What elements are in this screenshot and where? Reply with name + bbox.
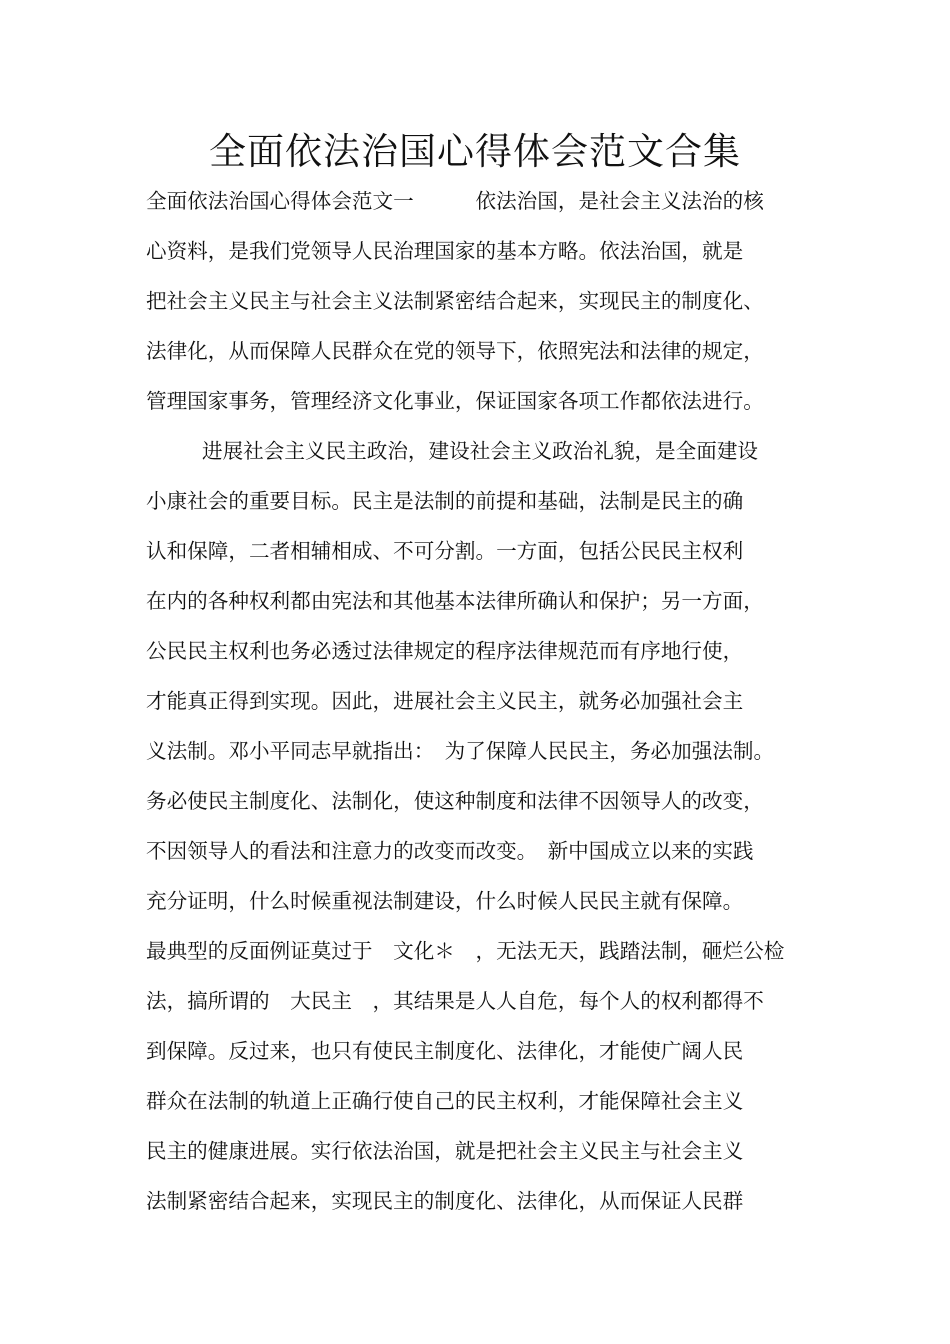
text-line: 把社会主义民主与社会主义法制紧密结合起来，实现民主的制度化、 — [146, 289, 764, 313]
text-line: 全面依法治国心得体会范文一 依法治国，是社会主义法治的核 — [146, 189, 764, 213]
text-line: 充分证明，什么时候重视法制建设，什么时候人民民主就有保障。 — [146, 889, 744, 913]
text-line: 认和保障，二者相辅相成、不可分割。一方面，包括公民民主权利 — [146, 539, 744, 563]
text-line: 务必使民主制度化、法制化，使这种制度和法律不因领导人的改变， — [146, 789, 764, 813]
text-line: 法制紧密结合起来，实现民主的制度化、法律化，从而保证人民群 — [146, 1189, 744, 1213]
text-line: 小康社会的重要目标。民主是法制的前提和基础，法制是民主的确 — [146, 489, 744, 513]
text-line: 公民民主权利也务必透过法律规定的程序法律规范而有序地行使， — [146, 639, 744, 663]
document-body — [146, 176, 826, 1226]
text-line: 民主的健康进展。实行依法治国，就是把社会主义民主与社会主义 — [146, 1139, 744, 1163]
document-title: 全面依法治国心得体会范文合集 — [209, 130, 741, 173]
text-line: 群众在法制的轨道上正确行使自己的民主权利，才能保障社会主义 — [146, 1089, 744, 1113]
text-line: 在内的各种权利都由宪法和其他基本法律所确认和保护；另一方面， — [146, 589, 764, 613]
text-line: 义法制。邓小平同志早就指出： 为了保障人民民主，务必加强法制。 — [146, 739, 775, 763]
text-line: 不因领导人的看法和注意力的改变而改变。 新中国成立以来的实践 — [146, 839, 754, 863]
text-line: 到保障。反过来，也只有使民主制度化、法律化，才能使广阔人民 — [146, 1039, 744, 1063]
text-line: 法律化，从而保障人民群众在党的领导下，依照宪法和法律的规定， — [146, 339, 764, 363]
text-line: 心资料，是我们党领导人民治理国家的基本方略。依法治国，就是 — [146, 239, 744, 263]
text-line: 进展社会主义民主政治，建设社会主义政治礼貌，是全面建设 — [202, 439, 759, 463]
text-line: 最典型的反面例证莫过于 文化＊ ，无法无天，践踏法制，砸烂公检 — [146, 939, 785, 963]
text-line: 才能真正得到实现。因此，进展社会主义民主，就务必加强社会主 — [146, 689, 744, 713]
text-line: 法，搞所谓的 大民主 ，其结果是人人自危，每个人的权利都得不 — [146, 989, 764, 1013]
text-line: 管理国家事务，管理经济文化事业，保证国家各项工作都依法进行。 — [146, 389, 764, 413]
